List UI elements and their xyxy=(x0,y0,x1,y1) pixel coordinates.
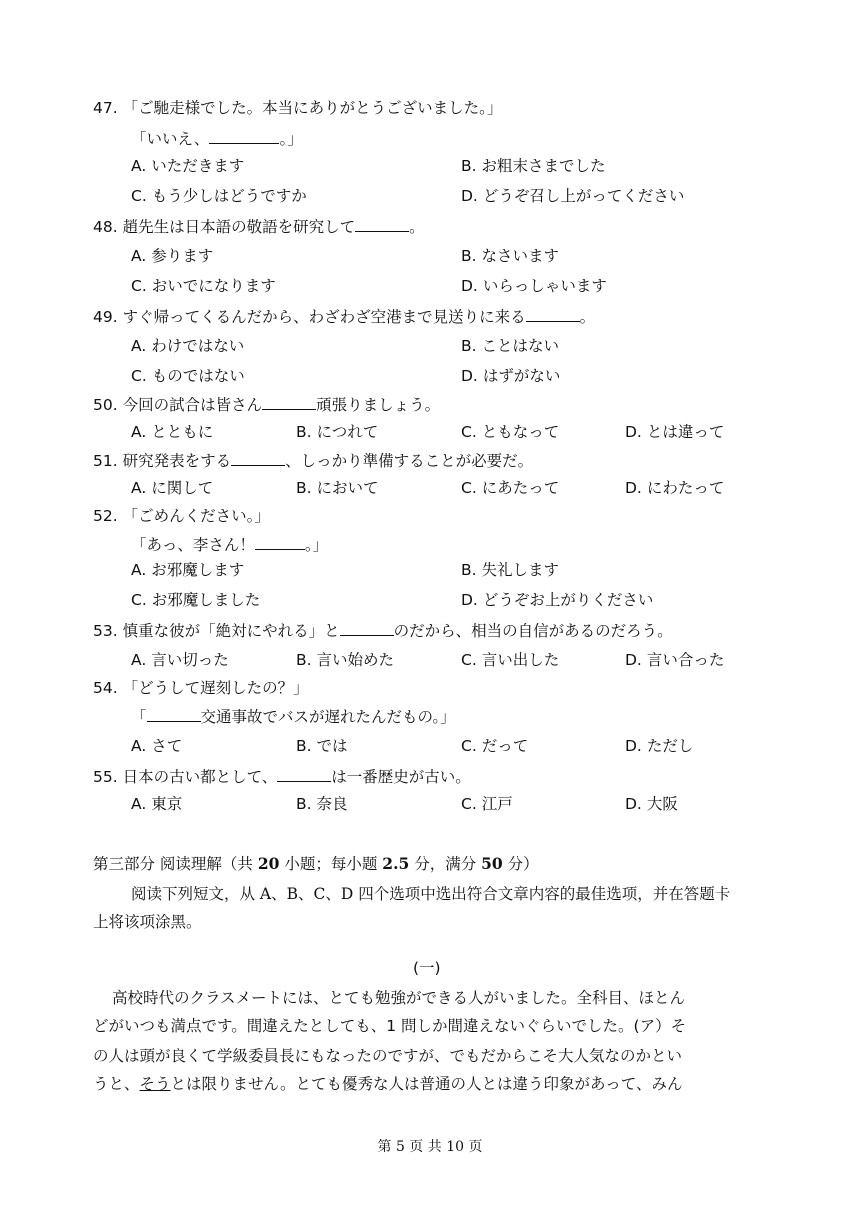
option-text: 東京 xyxy=(151,795,183,813)
heading-text: 分，满分 xyxy=(409,855,482,873)
option-b xyxy=(461,156,606,176)
option-d xyxy=(461,276,607,296)
option-text: なさいます xyxy=(481,247,560,265)
option-text: とともに xyxy=(151,423,214,441)
question-number: 52. xyxy=(93,507,118,525)
option-letter: A. xyxy=(131,795,147,813)
option-letter: C. xyxy=(461,737,477,755)
option-letter: D. xyxy=(625,795,642,813)
question-text: 「どうして遅刻したの？」 xyxy=(122,679,309,697)
option-letter: B. xyxy=(461,247,477,265)
option-text: ただし xyxy=(646,737,694,755)
option-b xyxy=(296,478,379,498)
option-letter: C. xyxy=(461,479,477,497)
option-text: はずがない xyxy=(482,367,561,385)
option-c xyxy=(461,650,559,670)
option-text: では xyxy=(316,737,348,755)
option-letter: C. xyxy=(131,591,147,609)
option-letter: D. xyxy=(461,277,478,295)
option-letter: A. xyxy=(131,737,147,755)
question-number: 49. xyxy=(93,308,118,326)
question-47-reply xyxy=(131,128,303,149)
option-text: 奈良 xyxy=(316,795,348,813)
option-letter: D. xyxy=(625,479,642,497)
reply-pre: 「あっ、李さん！ xyxy=(131,536,255,554)
option-d xyxy=(625,794,678,814)
option-letter: D. xyxy=(625,651,642,669)
option-text: ことはない xyxy=(481,337,560,355)
question-number: 54. xyxy=(93,679,118,697)
option-text: にあたって xyxy=(481,479,560,497)
question-54 xyxy=(93,678,309,698)
option-c xyxy=(461,478,559,498)
option-letter: C. xyxy=(461,423,477,441)
option-letter: B. xyxy=(461,157,477,175)
question-text: すぐ帰ってくるんだから、わざわざ空港まで見送りに来る xyxy=(122,308,526,326)
option-letter: D. xyxy=(461,187,478,205)
option-letter: A. xyxy=(131,561,147,579)
page-footer: 第 5 页 共 10 页 xyxy=(377,1139,483,1155)
option-c xyxy=(131,590,260,610)
option-letter: D. xyxy=(461,367,478,385)
option-letter: B. xyxy=(461,337,477,355)
option-c xyxy=(461,794,513,814)
option-a xyxy=(131,478,213,498)
option-b xyxy=(296,736,348,756)
option-a xyxy=(131,422,213,442)
option-b xyxy=(461,336,559,356)
section-instruction-line1: 阅读下列短文，从 A、B、C、D 四个选项中选出符合文章内容的最佳选项，并在答题卡 xyxy=(131,885,731,903)
option-d xyxy=(461,366,560,386)
option-text: 江戸 xyxy=(481,795,513,813)
option-text: ともなって xyxy=(481,423,560,441)
option-text: いただきます xyxy=(151,157,245,175)
option-text: いらっしゃいます xyxy=(482,277,607,295)
question-number: 55. xyxy=(93,768,118,786)
heading-number: 50 xyxy=(481,854,503,873)
passage-line xyxy=(93,1074,683,1094)
question-text: 慎重な彼が「絶対にやれる」と xyxy=(122,622,340,640)
option-letter: D. xyxy=(625,423,642,441)
answer-blank xyxy=(209,128,279,144)
option-text: とは違って xyxy=(646,423,725,441)
question-50 xyxy=(93,394,440,415)
heading-text: 小题；每小题 xyxy=(279,855,383,873)
question-text: 日本の古い都として、 xyxy=(122,768,278,786)
option-text: 大阪 xyxy=(646,795,678,813)
option-d xyxy=(625,422,724,442)
answer-blank xyxy=(340,620,394,636)
option-a xyxy=(131,246,213,266)
question-52-reply xyxy=(131,534,328,555)
question-text: 今回の試合は皆さん xyxy=(122,396,263,414)
answer-blank xyxy=(147,706,201,722)
question-number: 51. xyxy=(93,452,118,470)
option-letter: B. xyxy=(461,561,477,579)
option-text: おいでになります xyxy=(151,277,276,295)
question-54-reply xyxy=(131,706,456,727)
option-letter: C. xyxy=(461,795,477,813)
passage-number: (一) xyxy=(413,959,441,977)
question-number: 50. xyxy=(93,396,118,414)
option-text: お邪魔します xyxy=(151,561,245,579)
passage-line: どがいつも満点です。間違えたとしても、1 問しか間違えないぐらいでした。(ア）そ xyxy=(93,1017,687,1035)
question-text-post: 頑張りましょう。 xyxy=(316,396,441,414)
option-b xyxy=(296,422,378,442)
option-letter: B. xyxy=(296,423,312,441)
option-letter: C. xyxy=(131,367,147,385)
option-a xyxy=(131,794,182,814)
option-text: 言い出した xyxy=(481,651,560,669)
heading-text: 分） xyxy=(502,855,539,873)
reply-pre: 「 xyxy=(131,708,147,726)
answer-blank xyxy=(231,450,285,466)
option-d xyxy=(625,650,724,670)
option-text: わけではない xyxy=(151,337,245,355)
option-text: だって xyxy=(481,737,529,755)
answer-blank xyxy=(355,216,409,232)
option-b xyxy=(296,794,348,814)
option-letter: A. xyxy=(131,157,147,175)
option-text: 言い始めた xyxy=(316,651,395,669)
question-49 xyxy=(93,306,595,327)
heading-number: 20 xyxy=(257,854,280,873)
question-number: 47. xyxy=(93,99,118,117)
option-d xyxy=(625,478,724,498)
answer-blank xyxy=(262,394,316,410)
option-a xyxy=(131,560,244,580)
reply-post: 。」 xyxy=(279,130,303,148)
answer-blank xyxy=(526,306,580,322)
option-c xyxy=(131,366,245,386)
passage-line: の人は頭が良くて学級委員長にもなったのですが、でもだからこそ大人気なのかとい xyxy=(93,1047,683,1065)
question-text-post: のだから、相当の自信があるのだろう。 xyxy=(393,622,673,640)
passage-text: うと、 xyxy=(93,1075,140,1093)
question-number: 48. xyxy=(93,218,118,236)
option-letter: D. xyxy=(461,591,478,609)
question-text-post: 、しっかり準備することが必要だ。 xyxy=(285,452,534,470)
option-letter: A. xyxy=(131,337,147,355)
question-51 xyxy=(93,450,533,471)
question-text: 「ごめんください。」 xyxy=(122,507,270,525)
reply-post: 。」 xyxy=(304,536,329,554)
option-c xyxy=(131,276,276,296)
option-text: お邪魔しました xyxy=(151,591,261,609)
question-48 xyxy=(93,216,425,237)
option-text: 言い合った xyxy=(646,651,725,669)
option-d xyxy=(625,736,693,756)
underlined-word: そう xyxy=(139,1075,171,1093)
option-text: もう少しはどうですか xyxy=(151,187,307,205)
question-number: 53. xyxy=(93,622,118,640)
option-b xyxy=(461,560,559,580)
question-text: 「ご馳走様でした。本当にありがとうございました。」 xyxy=(122,99,503,117)
passage-text: とは限りません。とても優秀な人は普通の人とは違う印象があって、みん xyxy=(170,1075,683,1093)
option-letter: B. xyxy=(296,795,312,813)
option-c xyxy=(461,422,559,442)
option-letter: C. xyxy=(461,651,477,669)
section-heading xyxy=(93,854,539,874)
section-instruction-line2: 上将该项涂黑。 xyxy=(93,913,202,931)
option-letter: C. xyxy=(131,277,147,295)
heading-text: 第三部分 阅读理解（共 xyxy=(93,855,258,873)
option-text: に関して xyxy=(151,479,214,497)
option-letter: B. xyxy=(296,651,312,669)
question-55 xyxy=(93,766,471,787)
option-text: 失礼します xyxy=(481,561,560,579)
question-53 xyxy=(93,620,673,641)
option-text: さて xyxy=(151,737,183,755)
question-text-post: 。 xyxy=(579,308,596,326)
answer-blank xyxy=(277,766,331,782)
option-letter: A. xyxy=(131,651,147,669)
question-text-post: 。 xyxy=(409,218,425,236)
option-letter: B. xyxy=(296,737,312,755)
option-letter: A. xyxy=(131,423,147,441)
option-a xyxy=(131,156,244,176)
question-text-post: は一番歴史が古い。 xyxy=(331,768,471,786)
question-text: 研究発表をする xyxy=(122,452,232,470)
option-text: において xyxy=(316,479,379,497)
option-letter: D. xyxy=(625,737,642,755)
option-a xyxy=(131,650,229,670)
passage-line: 高校時代のクラスメートには、とても勉強ができる人がいました。全科目、ほとん xyxy=(112,989,686,1007)
question-52 xyxy=(93,506,270,526)
option-text: どうぞ召し上がってください xyxy=(482,187,685,205)
option-d xyxy=(461,590,653,610)
option-b xyxy=(461,246,559,266)
option-text: につれて xyxy=(316,423,379,441)
option-text: 言い切った xyxy=(151,651,229,669)
option-text: 参ります xyxy=(151,247,214,265)
option-letter: A. xyxy=(131,479,147,497)
option-letter: C. xyxy=(131,187,147,205)
reply-pre: 「いいえ、 xyxy=(131,130,210,148)
option-text: お粗末さまでした xyxy=(481,157,606,175)
option-a xyxy=(131,336,244,356)
option-b xyxy=(296,650,394,670)
option-text: どうぞお上がりください xyxy=(482,591,654,609)
option-letter: B. xyxy=(296,479,312,497)
heading-number: 2.5 xyxy=(382,854,410,873)
option-c xyxy=(461,736,528,756)
question-47 xyxy=(93,98,502,118)
option-c xyxy=(131,186,307,206)
option-a xyxy=(131,736,182,756)
option-letter: A. xyxy=(131,247,147,265)
reply-post: 交通事故でバスが遅れたんだもの。」 xyxy=(200,708,456,726)
answer-blank xyxy=(255,534,305,550)
option-text: ものではない xyxy=(151,367,245,385)
option-d xyxy=(461,186,684,206)
option-text: にわたって xyxy=(646,479,725,497)
question-text: 趙先生は日本語の敬語を研究して xyxy=(122,218,356,236)
